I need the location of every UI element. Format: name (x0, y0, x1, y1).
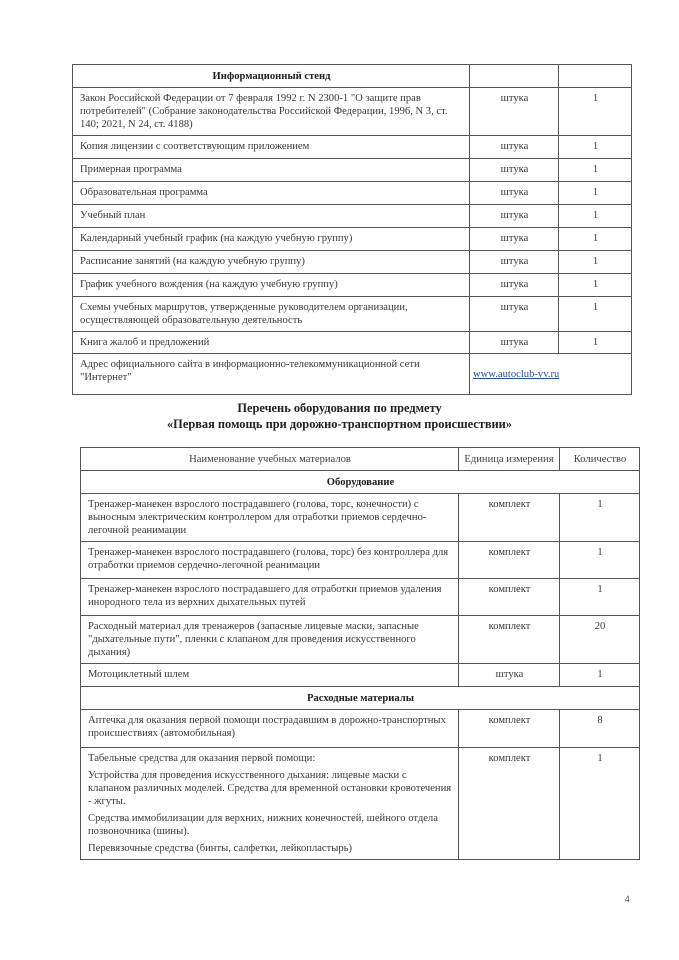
table-row (73, 205, 632, 228)
item-unit: штука (459, 664, 560, 687)
item-qty: 1 (560, 494, 640, 542)
item-unit: штука (470, 88, 559, 136)
item-qty: 1 (559, 332, 632, 354)
item-paragraph: Табельные средства для оказания первой помощи: (88, 753, 316, 764)
information-stand-table (72, 64, 632, 395)
section-title: Информационный стенд (73, 65, 470, 88)
table-row (73, 297, 632, 332)
table-header-row (81, 448, 640, 471)
item-qty: 1 (559, 274, 632, 297)
item-qty: 1 (559, 228, 632, 251)
table-row (73, 251, 632, 274)
item-qty: 1 (560, 579, 640, 616)
equipment-table (80, 447, 640, 860)
table-row (81, 494, 640, 542)
table-row (81, 664, 640, 687)
item-name (81, 748, 459, 860)
table-row (81, 748, 640, 860)
item-unit: комплект (459, 542, 560, 579)
item-paragraph: Перевязочные средства (бинты, салфетки, лейкопластырь) (88, 843, 353, 854)
table-row (81, 542, 640, 579)
item-qty: 1 (560, 542, 640, 579)
item-name: Учебный план (73, 205, 470, 228)
item-unit: штука (470, 159, 559, 182)
item-qty: 20 (560, 616, 640, 664)
table-row (73, 274, 632, 297)
column-header-unit: Единица измерения (459, 448, 560, 471)
item-name: Книга жалоб и предложений (73, 332, 470, 354)
item-name: Тренажер-манекен взрослого пострадавшего для отработки приемов удаления инородного тела из верхних дыхательных путей (81, 579, 459, 616)
table-row (73, 182, 632, 205)
table-row (73, 88, 632, 136)
item-unit: штука (470, 228, 559, 251)
item-name: Тренажер-манекен взрослого пострадавшего (голова, торс, конечности) с выносным электрическим контроллером для отработки приемов сердечно-легочной реанимации (81, 494, 459, 542)
item-qty: 1 (559, 88, 632, 136)
item-unit: штука (470, 182, 559, 205)
item-paragraph: Устройства для проведения искусственного дыхания: лицевые маски с клапаном различных моделей. Средства для временной остановки кровотечения - жгуты. (88, 770, 452, 807)
item-name: График учебного вождения (на каждую учебную группу) (73, 274, 470, 297)
item-unit: комплект (459, 494, 560, 542)
item-qty: 1 (559, 251, 632, 274)
item-name: Примерная программа (73, 159, 470, 182)
item-qty: 1 (559, 136, 632, 159)
item-name: Образовательная программа (73, 182, 470, 205)
item-qty: 1 (559, 159, 632, 182)
item-name: Адрес официального сайта в информационно-телекоммуникационной сети "Интернет" (73, 354, 470, 395)
section-heading-line2: «Первая помощь при дорожно-транспортном происшествии» (166, 417, 513, 431)
item-unit: комплект (459, 748, 560, 860)
item-unit: штука (470, 136, 559, 159)
table-row (73, 228, 632, 251)
item-name: Закон Российской Федерации от 7 февраля 1992 г. N 2300-1 "О защите прав потребителей" (Собрание законодательства Российской Федерации, 1996, N 3, ст. 140; 2021, N 24, ст. 4188) (73, 88, 470, 136)
item-name: Копия лицензии с соответствующим приложением (73, 136, 470, 159)
item-unit: комплект (459, 710, 560, 748)
item-name: Расходный материал для тренажеров (запасные лицевые маски, запасные "дыхательные пути", пленки с клапаном для проведения искусственного дыхания) (81, 616, 459, 664)
column-header-name: Наименование учебных материалов (81, 448, 459, 471)
item-unit: штука (470, 251, 559, 274)
item-unit: штука (470, 332, 559, 354)
website-link[interactable]: www.autoclub-vv.ru (473, 368, 560, 380)
table-row (73, 136, 632, 159)
section-title: Оборудование (81, 471, 640, 494)
item-unit: штука (470, 274, 559, 297)
item-name: Тренажер-манекен взрослого пострадавшего (голова, торс) без контроллера для отработки приемов сердечно-легочной реанимации (81, 542, 459, 579)
table-row (81, 616, 640, 664)
table-section-row (81, 687, 640, 710)
item-name: Аптечка для оказания первой помощи пострадавшим в дорожно-транспортных происшествиях (автомобильная) (81, 710, 459, 748)
item-qty: 1 (560, 748, 640, 860)
table-row (81, 710, 640, 748)
table-row (81, 579, 640, 616)
item-unit: штука (470, 205, 559, 228)
item-name: Календарный учебный график (на каждую учебную группу) (73, 228, 470, 251)
table-section-row (73, 65, 632, 88)
item-qty: 1 (559, 182, 632, 205)
item-paragraph: Средства иммобилизации для верхних, нижних конечностей, шейного отдела позвоночника (шины). (88, 813, 438, 837)
item-unit: комплект (459, 579, 560, 616)
item-name: Расписание занятий (на каждую учебную группу) (73, 251, 470, 274)
item-qty: 1 (559, 297, 632, 332)
item-qty: 8 (560, 710, 640, 748)
page-number: 4 (625, 894, 630, 904)
item-qty: 1 (559, 205, 632, 228)
table-row (73, 159, 632, 182)
item-unit: комплект (459, 616, 560, 664)
section-title: Расходные материалы (81, 687, 640, 710)
column-header-qty: Количество (560, 448, 640, 471)
table-row (73, 332, 632, 354)
section-heading-line1: Перечень оборудования по предмету (237, 401, 442, 415)
website-row (73, 354, 632, 395)
item-unit: штука (470, 297, 559, 332)
table-section-row (81, 471, 640, 494)
item-qty: 1 (560, 664, 640, 687)
item-name: Мотоциклетный шлем (81, 664, 459, 687)
item-name: Схемы учебных маршрутов, утвержденные руководителем организации, осуществляющей образовательную деятельность (73, 297, 470, 332)
